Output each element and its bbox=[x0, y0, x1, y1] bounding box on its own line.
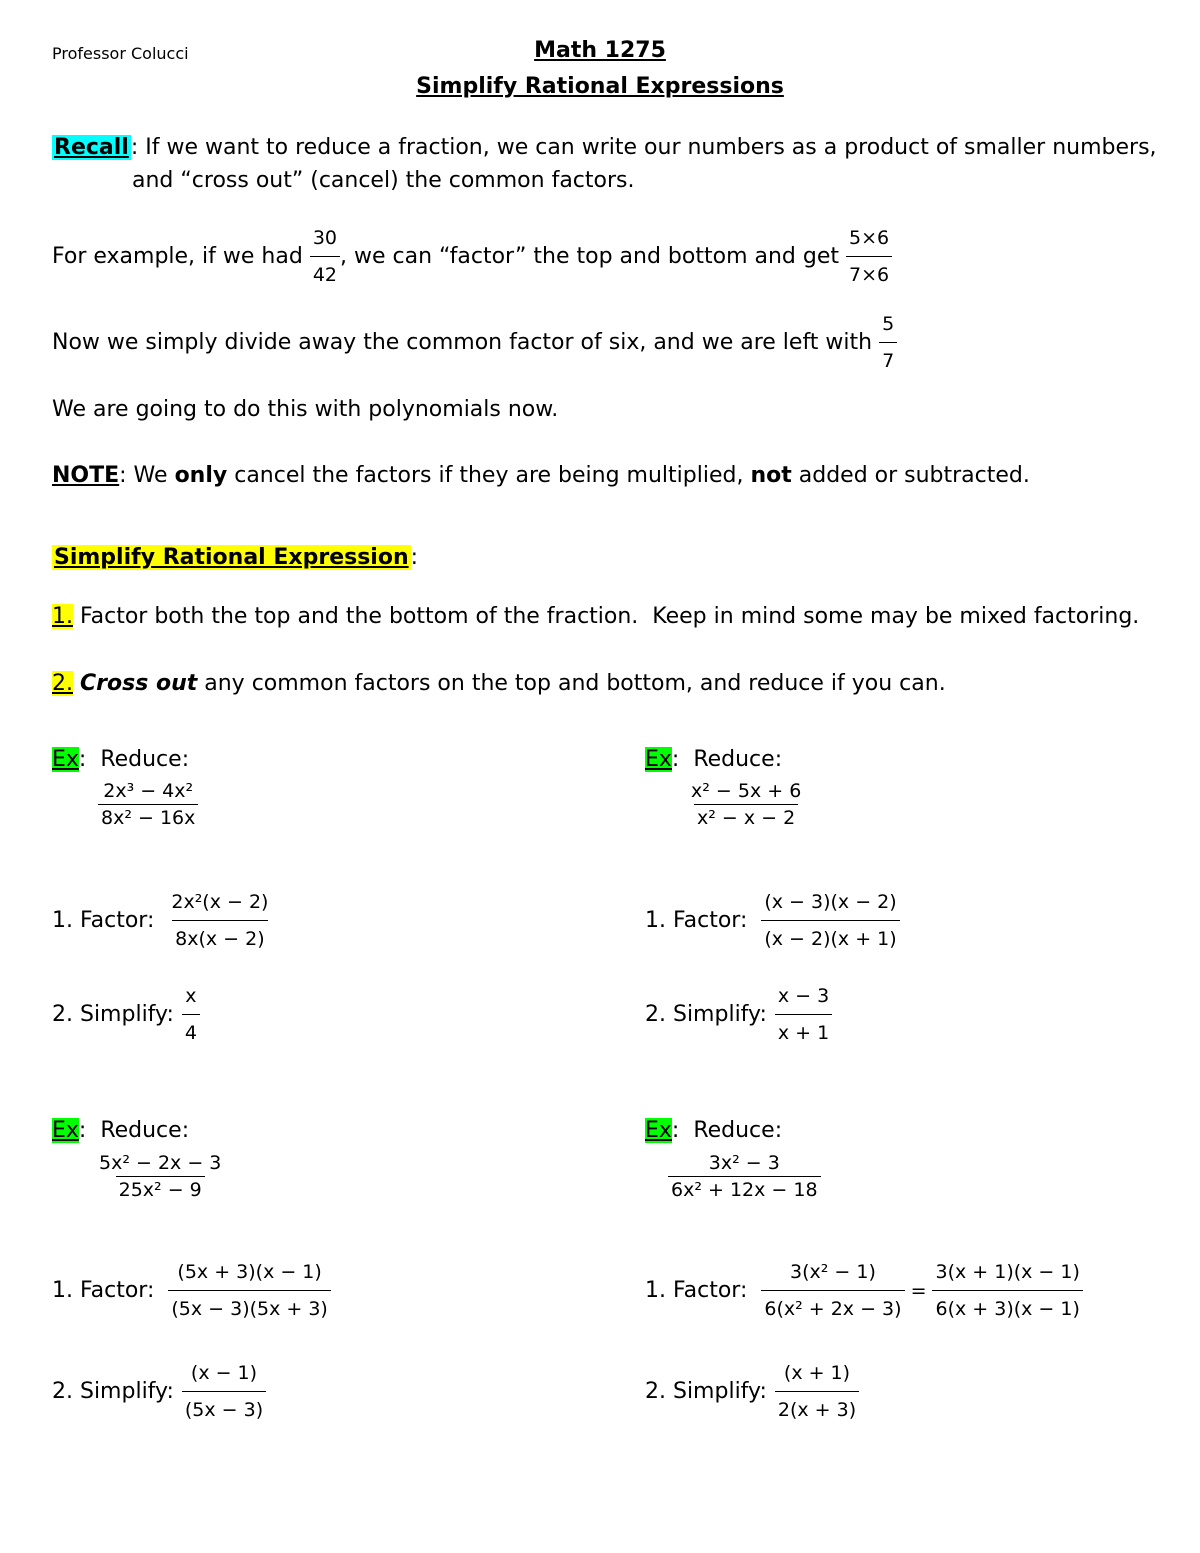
reduce-label: : Reduce: bbox=[78, 1118, 190, 1143]
example-1-simplify-fraction bbox=[182, 980, 200, 1049]
factor-label: 1. Factor: bbox=[52, 1277, 155, 1303]
example-1-factor bbox=[52, 886, 271, 955]
example-1-reduce-fraction bbox=[98, 780, 198, 829]
fraction-denominator: 25x² − 9 bbox=[116, 1176, 205, 1201]
note-label: NOTE bbox=[52, 463, 120, 488]
fraction-denominator: 4 bbox=[182, 1014, 200, 1049]
example-3-simplify bbox=[52, 1357, 266, 1426]
example-3-simplify-fraction bbox=[182, 1357, 266, 1426]
fraction-numerator: 3x² − 3 bbox=[708, 1152, 780, 1174]
example-4-simplify bbox=[645, 1357, 859, 1426]
divide-line bbox=[52, 308, 897, 377]
fraction-denominator: x + 1 bbox=[775, 1014, 832, 1049]
fraction-5-7 bbox=[879, 308, 897, 377]
step-2 bbox=[52, 668, 946, 700]
reduce-label: : Reduce: bbox=[671, 747, 783, 772]
factor-label: 1. Factor: bbox=[645, 907, 748, 933]
fraction-numerator: 5×6 bbox=[849, 227, 890, 249]
fraction-denominator: 7×6 bbox=[846, 256, 892, 291]
example-2-simplify-fraction bbox=[775, 980, 832, 1049]
factor-label: 1. Factor: bbox=[645, 1277, 748, 1303]
section-label: Simplify Rational Expression bbox=[54, 545, 409, 570]
note-not: not bbox=[750, 463, 792, 488]
ex-label: Ex bbox=[645, 1118, 672, 1143]
fraction-numerator: 30 bbox=[312, 227, 337, 249]
fraction-5x6-7x6 bbox=[846, 222, 892, 291]
course-title: Math 1275 bbox=[534, 38, 666, 63]
reduce-label: : Reduce: bbox=[78, 747, 190, 772]
ex-label: Ex bbox=[52, 747, 79, 772]
ex-label: Ex bbox=[645, 747, 672, 772]
fraction-numerator: (x + 1) bbox=[783, 1362, 851, 1384]
example-3-factor bbox=[52, 1256, 331, 1325]
example-3-reduce-fraction bbox=[96, 1152, 224, 1201]
fraction-denominator: 8x(x − 2) bbox=[172, 920, 268, 955]
step-2-bold: Cross out bbox=[80, 671, 198, 696]
example-4-factor-fraction-2 bbox=[932, 1256, 1082, 1325]
example-2-factor-fraction bbox=[761, 886, 899, 955]
example-3-factor-fraction bbox=[168, 1256, 331, 1325]
fraction-denominator: 6x² + 12x − 18 bbox=[668, 1176, 821, 1201]
section-heading bbox=[52, 542, 418, 574]
example-1-heading bbox=[52, 744, 189, 776]
fraction-numerator: x² − 5x + 6 bbox=[691, 780, 802, 802]
recall-line-1 bbox=[52, 132, 1157, 164]
fraction-numerator: x bbox=[185, 985, 197, 1007]
note-only: only bbox=[174, 463, 228, 488]
fraction-denominator: 6(x + 3)(x − 1) bbox=[932, 1290, 1082, 1325]
ex-label: Ex bbox=[52, 1118, 79, 1143]
note-text-2: cancel the factors if they are being multiplied, bbox=[227, 463, 751, 488]
fraction-denominator: 6(x² + 2x − 3) bbox=[761, 1290, 904, 1325]
example-1-factor-fraction bbox=[168, 886, 271, 955]
example-4-heading bbox=[645, 1115, 782, 1147]
fraction-denominator: (5x − 3)(5x + 3) bbox=[168, 1290, 331, 1325]
polynomials-line: We are going to do this with polynomials now. bbox=[52, 397, 559, 422]
fraction-denominator: (x − 2)(x + 1) bbox=[761, 920, 899, 955]
fraction-denominator: (5x − 3) bbox=[182, 1391, 266, 1426]
step-2-text: any common factors on the top and bottom, and reduce if you can. bbox=[197, 671, 946, 696]
simplify-label: 2. Simplify: bbox=[52, 1001, 174, 1027]
factor-label: 1. Factor: bbox=[52, 907, 155, 933]
step-2-number: 2. bbox=[52, 671, 73, 696]
divide-text: Now we simply divide away the common factor of six, and we are left with bbox=[52, 329, 880, 355]
fraction-numerator: 3(x² − 1) bbox=[790, 1261, 876, 1283]
example-2-reduce-fraction bbox=[688, 780, 804, 829]
fraction-numerator: 5x² − 2x − 3 bbox=[99, 1152, 222, 1174]
example-4-factor bbox=[645, 1256, 1083, 1325]
example-2-factor bbox=[645, 886, 900, 955]
fraction-numerator: x − 3 bbox=[777, 985, 830, 1007]
example-text-before: For example, if we had bbox=[52, 243, 310, 269]
note-text-1: : We bbox=[119, 463, 175, 488]
note-line bbox=[52, 460, 1030, 492]
fraction-numerator: 2x³ − 4x² bbox=[103, 780, 194, 802]
equals-sign: = bbox=[910, 1279, 927, 1302]
example-3-heading bbox=[52, 1115, 189, 1147]
example-text-middle: , we can “factor” the top and bottom and get bbox=[340, 243, 846, 269]
step-1 bbox=[52, 601, 1139, 633]
simplify-label: 2. Simplify: bbox=[645, 1001, 767, 1027]
step-1-text: Factor both the top and the bottom of the fraction. Keep in mind some may be mixed factoring. bbox=[73, 604, 1140, 629]
example-4-factor-fraction-1 bbox=[761, 1256, 904, 1325]
example-4-simplify-fraction bbox=[775, 1357, 859, 1426]
example-2-heading bbox=[645, 744, 782, 776]
step-1-number: 1. bbox=[52, 604, 73, 629]
professor-name: Professor Colucci bbox=[52, 44, 189, 63]
fraction-numerator: 2x²(x − 2) bbox=[171, 891, 269, 913]
page-title: Simplify Rational Expressions bbox=[416, 74, 784, 99]
fraction-denominator: x² − x − 2 bbox=[694, 804, 798, 829]
fraction-numerator: 5 bbox=[882, 313, 895, 335]
example-1-simplify bbox=[52, 980, 200, 1049]
example-2-simplify bbox=[645, 980, 832, 1049]
example-4-reduce-fraction bbox=[668, 1152, 821, 1201]
recall-label: Recall bbox=[54, 135, 129, 160]
reduce-label: : Reduce: bbox=[671, 1118, 783, 1143]
fraction-numerator: 3(x + 1)(x − 1) bbox=[935, 1261, 1080, 1283]
fraction-numerator: (x − 3)(x − 2) bbox=[764, 891, 897, 913]
fraction-denominator: 7 bbox=[879, 342, 897, 377]
fraction-denominator: 8x² − 16x bbox=[98, 804, 198, 829]
note-text-3: added or subtracted. bbox=[791, 463, 1030, 488]
simplify-label: 2. Simplify: bbox=[52, 1378, 174, 1404]
simplify-label: 2. Simplify: bbox=[645, 1378, 767, 1404]
fraction-30-42 bbox=[310, 222, 340, 291]
recall-text-1: : If we want to reduce a fraction, we can write our numbers as a product of smaller numbers, bbox=[130, 135, 1157, 160]
section-colon: : bbox=[410, 545, 419, 570]
fraction-denominator: 42 bbox=[310, 256, 340, 291]
recall-line-2: and “cross out” (cancel) the common factors. bbox=[132, 168, 635, 193]
fraction-numerator: (5x + 3)(x − 1) bbox=[177, 1261, 322, 1283]
fraction-numerator: (x − 1) bbox=[190, 1362, 258, 1384]
fraction-denominator: 2(x + 3) bbox=[775, 1391, 859, 1426]
example-line bbox=[52, 222, 892, 291]
